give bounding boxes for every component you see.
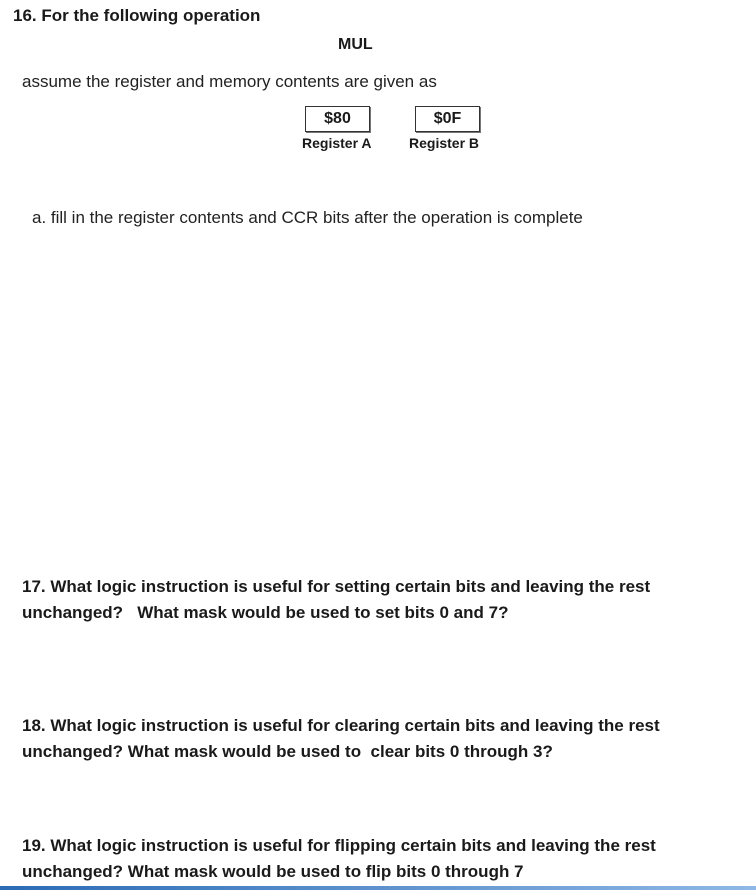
question-17: [22, 574, 742, 626]
assumption-text: assume the register and memory contents are given as: [22, 72, 437, 91]
question-19: [22, 833, 742, 885]
instruction-mnemonic: MUL: [338, 36, 373, 53]
question-16-title: 16. For the following operation: [13, 6, 261, 25]
question-19-line-2: unchanged? What mask would be used to flip bits 0 through 7: [22, 862, 524, 881]
register-b-box: $0F: [415, 106, 480, 132]
question-16-part-a: a. fill in the register contents and CCR bits after the operation is complete: [32, 208, 583, 227]
question-19-line-1: 19. What logic instruction is useful for flipping certain bits and leaving the rest: [22, 836, 656, 855]
register-a-box: $80: [305, 106, 370, 132]
question-17-line-1: 17. What logic instruction is useful for setting certain bits and leaving the rest: [22, 577, 651, 596]
window-bottom-edge: [0, 886, 756, 890]
register-b-label: Register B: [409, 135, 480, 151]
question-17-line-2: unchanged? What mask would be used to set bits 0 and 7?: [22, 603, 509, 622]
question-18: [22, 713, 742, 765]
question-18-line-2: unchanged? What mask would be used to clear bits 0 through 3?: [22, 742, 553, 761]
question-18-line-1: 18. What logic instruction is useful for clearing certain bits and leaving the rest: [22, 716, 660, 735]
register-a-label: Register A: [302, 135, 372, 151]
